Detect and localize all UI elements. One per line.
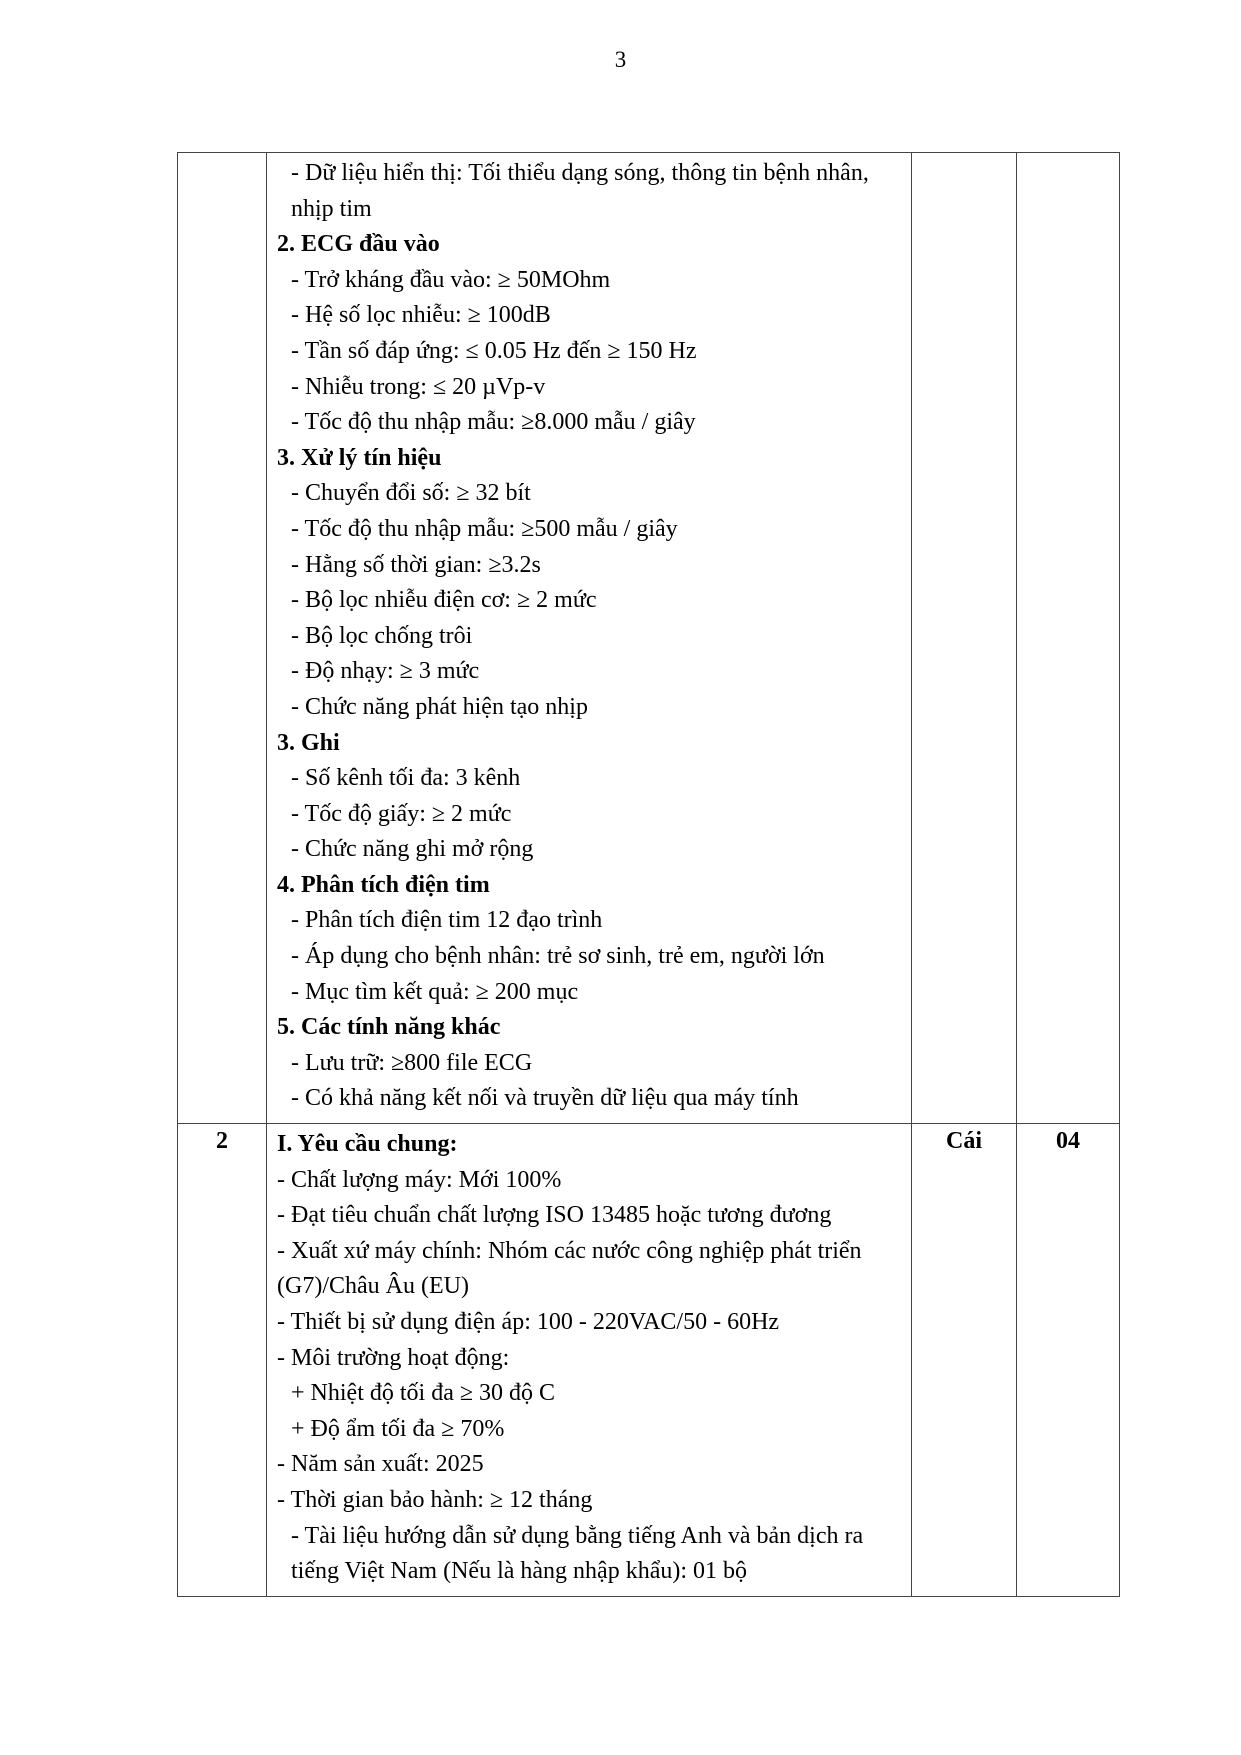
spec-line: - Tốc độ thu nhập mẫu: ≥8.000 mẫu / giây: [291, 409, 696, 436]
description-cell: [267, 1124, 912, 1597]
table-row: [178, 1124, 1120, 1597]
spec-line: - Hằng số thời gian: ≥3.2s: [291, 551, 541, 578]
spec-line: - Chức năng phát hiện tạo nhịp: [291, 693, 588, 720]
spec-line: - Phân tích điện tim 12 đạo trình: [291, 907, 603, 934]
spec-line: - Trở kháng đầu vào: ≥ 50MOhm: [291, 266, 611, 293]
spec-line: - Tài liệu hướng dẫn sử dụng bằng tiếng Anh và bản dịch ra tiếng Việt Nam (Nếu là hàng nhập khẩu): 01 bộ: [291, 1522, 864, 1585]
spec-line: + Độ ẩm tối đa ≥ 70%: [291, 1415, 505, 1442]
spec-line: - Chức năng ghi mở rộng: [291, 836, 534, 863]
spec-line: - Áp dụng cho bệnh nhân: trẻ sơ sinh, trẻ em, người lớn: [291, 943, 825, 970]
spec-line: - Năm sản xuất: 2025: [277, 1451, 484, 1478]
quantity-cell: 04: [1017, 1124, 1120, 1597]
spec-line: - Có khả năng kết nối và truyền dữ liệu qua máy tính: [291, 1085, 799, 1112]
spec-line: - Đạt tiêu chuẩn chất lượng ISO 13485 hoặc tương đương: [277, 1202, 832, 1229]
page-number: 3: [614, 47, 627, 72]
spec-line: - Tốc độ thu nhập mẫu: ≥500 mẫu / giây: [291, 515, 678, 542]
spec-line: - Mục tìm kết quả: ≥ 200 mục: [291, 978, 579, 1005]
description-cell: [267, 153, 912, 1124]
spec-line: - Số kênh tối đa: 3 kênh: [291, 765, 521, 792]
section-heading: 5. Các tính năng khác: [277, 1014, 501, 1041]
description-lines: [267, 1124, 911, 1596]
spec-line: - Chất lượng máy: Mới 100%: [277, 1166, 562, 1193]
row-number-cell: [178, 153, 267, 1124]
spec-line: - Thời gian bảo hành: ≥ 12 tháng: [277, 1486, 593, 1513]
spec-line: - Nhiễu trong: ≤ 20 µVp-v: [291, 373, 546, 400]
spec-line: - Chuyển đổi số: ≥ 32 bít: [291, 480, 531, 507]
table-row: [178, 153, 1120, 1124]
unit-cell: [912, 153, 1017, 1124]
section-heading: I. Yêu cầu chung:: [277, 1131, 458, 1158]
spec-line: - Môi trường hoạt động:: [277, 1344, 510, 1371]
quantity-cell: [1017, 153, 1120, 1124]
section-heading: 2. ECG đầu vào: [277, 231, 440, 258]
section-heading: 3. Xử lý tín hiệu: [277, 444, 442, 471]
spec-line: - Tần số đáp ứng: ≤ 0.05 Hz đến ≥ 150 Hz: [291, 337, 697, 364]
section-heading: 3. Ghi: [277, 729, 340, 756]
spec-line: - Dữ liệu hiển thị: Tối thiểu dạng sóng, thông tin bệnh nhân, nhịp tim: [291, 160, 869, 222]
spec-line: - Tốc độ giấy: ≥ 2 mức: [291, 800, 512, 827]
spec-line: - Thiết bị sử dụng điện áp: 100 - 220VAC/50 - 60Hz: [277, 1309, 780, 1335]
section-heading: 4. Phân tích điện tim: [277, 871, 490, 898]
specification-table: [177, 152, 1120, 1597]
spec-line: - Bộ lọc nhiễu điện cơ: ≥ 2 mức: [291, 587, 597, 614]
unit-cell: Cái: [912, 1124, 1017, 1597]
row-number-cell: 2: [178, 1124, 267, 1597]
spec-line: - Hệ số lọc nhiễu: ≥ 100dB: [291, 302, 551, 329]
spec-line: - Lưu trữ: ≥800 file ECG: [291, 1049, 533, 1076]
spec-line: - Độ nhạy: ≥ 3 mức: [291, 658, 480, 685]
spec-line: - Xuất xứ máy chính: Nhóm các nước công nghiệp phát triển (G7)/Châu Âu (EU): [277, 1237, 862, 1300]
description-lines: [267, 153, 911, 1123]
spec-line: - Bộ lọc chống trôi: [291, 622, 473, 649]
spec-line: + Nhiệt độ tối đa ≥ 30 độ C: [291, 1380, 556, 1407]
